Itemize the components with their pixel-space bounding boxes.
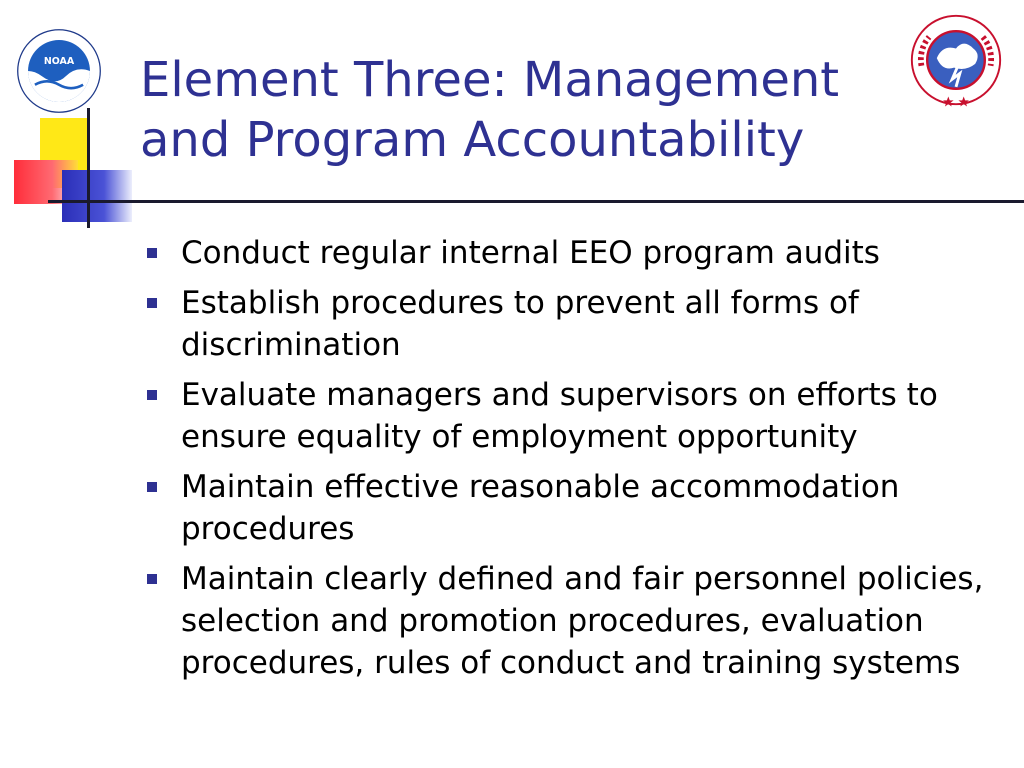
bullet-list <box>145 232 1015 692</box>
bullet-text: Evaluate managers and supervisors on efforts to ensure equality of employment opportunity <box>181 377 938 455</box>
bullet-item <box>145 374 1015 458</box>
bullet-item <box>145 282 1015 366</box>
square-bullet-icon <box>147 248 157 258</box>
bullet-text: Maintain effective reasonable accommodation procedures <box>181 469 900 547</box>
square-bullet-icon <box>147 390 157 400</box>
noaa-logo-text: NOAA <box>43 56 75 68</box>
bullet-item <box>145 558 1015 684</box>
bullet-text: Establish procedures to prevent all forms of discrimination <box>181 285 859 363</box>
slide-title-line-2: and Program Accountability <box>140 112 805 168</box>
title-divider-rule <box>90 200 1024 203</box>
bullet-item <box>145 232 1015 274</box>
bullet-text: Maintain clearly defined and fair personnel policies, selection and promotion procedures, evaluation procedures, rules of conduct and training systems <box>181 561 984 681</box>
bullet-item <box>145 466 1015 550</box>
square-bullet-icon <box>147 574 157 584</box>
square-bullet-icon <box>147 482 157 492</box>
noaa-logo-icon <box>16 28 102 114</box>
square-bullet-icon <box>147 298 157 308</box>
decorative-blue-square <box>62 170 132 222</box>
bullet-text: Conduct regular internal EEO program audits <box>181 235 880 271</box>
slide-title <box>140 50 920 170</box>
decorative-vertical-line <box>87 108 90 228</box>
nws-logo-icon <box>908 12 1004 108</box>
slide-title-line-1: Element Three: Management <box>140 52 840 108</box>
